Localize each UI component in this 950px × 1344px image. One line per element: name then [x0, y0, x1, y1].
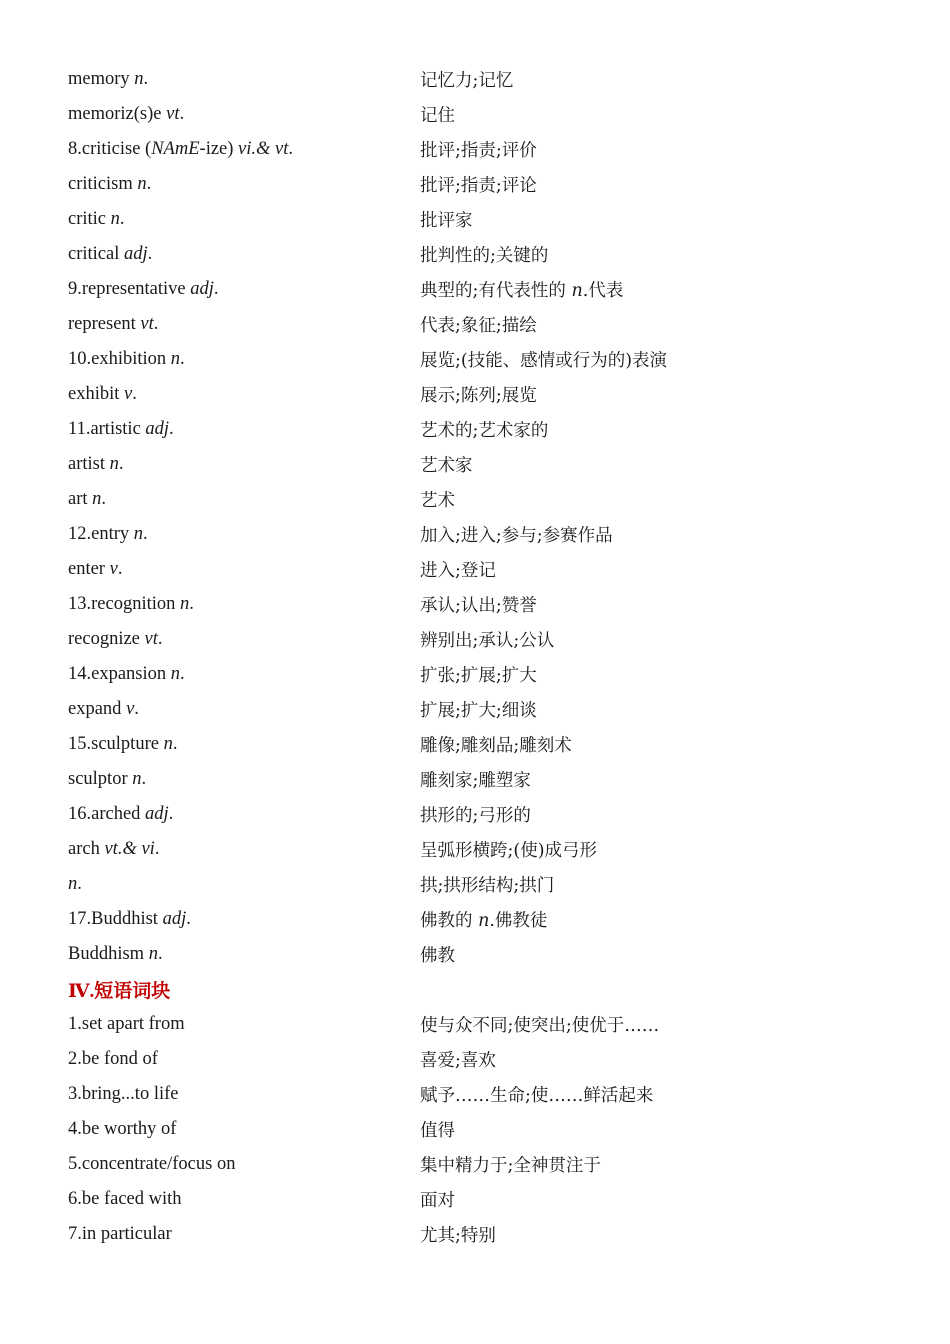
chinese-meaning: [420, 487, 455, 512]
english-term: [68, 174, 420, 195]
text-segment: 艺术: [420, 491, 455, 511]
section-heading-row: [68, 972, 888, 1007]
text-segment: -ize): [199, 139, 239, 159]
chinese-meaning: [420, 697, 537, 722]
chinese-meaning: [420, 207, 473, 232]
english-term: [68, 804, 420, 825]
part-of-speech: n: [132, 769, 142, 789]
vocabulary-row: [68, 412, 888, 447]
text-segment: 10.exhibition: [68, 349, 171, 369]
part-of-speech: adj: [123, 244, 148, 264]
vocabulary-row: [68, 167, 888, 202]
text-segment: 记住: [420, 106, 455, 126]
text-segment: 呈弧形横跨;(使)成弓形: [420, 841, 598, 861]
vocabulary-row: [68, 62, 888, 97]
part-of-speech: adj: [145, 419, 170, 439]
text-segment: 9.representative: [68, 279, 191, 299]
text-segment: .: [117, 559, 123, 579]
text-segment: art: [68, 489, 93, 509]
text-segment: 14.expansion: [68, 664, 171, 684]
text-segment: .: [288, 139, 294, 159]
text-segment: 辨别出;承认;公认: [420, 631, 555, 651]
vocabulary-row: [68, 202, 888, 237]
text-segment: .: [132, 384, 137, 404]
text-segment: 17.Buddhist: [68, 909, 163, 929]
vocabulary-row: [68, 482, 888, 517]
phrase-chinese: 使与众不同;使突出;使优于……: [420, 1016, 660, 1036]
english-term: [68, 244, 420, 265]
text-segment: 扩张;扩展;扩大: [420, 666, 537, 686]
chinese-meaning: [420, 662, 537, 687]
phrase-row: [68, 1147, 888, 1182]
text-segment: 展示;陈列;展览: [420, 386, 537, 406]
chinese-meaning: [420, 312, 537, 337]
text-segment: 批评家: [420, 211, 473, 231]
english-term: [68, 314, 420, 335]
text-segment: .: [141, 769, 147, 789]
part-of-speech: NAmE: [151, 139, 200, 159]
vocabulary-row: [68, 902, 888, 937]
text-segment: .: [143, 524, 148, 544]
text-segment: 承认;认出;赞誉: [420, 596, 537, 616]
part-of-speech: n: [68, 874, 78, 894]
text-segment: recognize: [68, 629, 145, 649]
text-segment: 艺术的;艺术家的: [420, 421, 549, 441]
vocabulary-row: [68, 237, 888, 272]
vocabulary-row: [68, 517, 888, 552]
phrase-chinese: 赋予……生命;使……鲜活起来: [420, 1086, 654, 1106]
part-of-speech: vt: [140, 314, 154, 334]
vocabulary-row: [68, 97, 888, 132]
text-segment: .: [157, 629, 163, 649]
vocabulary-row: [68, 657, 888, 692]
phrase-english: 6.be faced with: [68, 1189, 182, 1209]
text-segment: .: [189, 594, 194, 614]
text-segment: 拱形的;弓形的: [420, 806, 531, 826]
text-segment: .: [168, 804, 174, 824]
phrase-row: [68, 1007, 888, 1042]
text-segment: 拱;拱形结构;拱门: [420, 876, 555, 896]
text-segment: expand: [68, 699, 127, 719]
phrase-list: [68, 1007, 888, 1252]
text-segment: 代表;象征;描绘: [420, 316, 537, 336]
chinese-meaning: [420, 872, 554, 897]
phrase-row: [68, 1182, 888, 1217]
text-segment: .: [172, 734, 178, 754]
chinese-meaning: [420, 452, 473, 477]
phrase-english: 4.be worthy of: [68, 1119, 177, 1139]
phrase-chinese: 面对: [420, 1191, 455, 1211]
chinese-meaning: [420, 102, 455, 127]
part-of-speech: n: [170, 664, 181, 684]
phrase-chinese: 喜爱;喜欢: [420, 1051, 496, 1071]
text-segment: .: [179, 104, 185, 124]
english-term: [68, 664, 420, 685]
english-term: [68, 944, 420, 965]
section-heading: Ⅳ.短语词块: [68, 981, 171, 1002]
part-of-speech: n: [137, 174, 147, 194]
text-segment: 11.artistic: [68, 419, 146, 439]
text-segment: .: [154, 839, 160, 859]
vocabulary-row: [68, 552, 888, 587]
text-segment: 8.criticise (: [68, 139, 152, 159]
part-of-speech: n: [571, 281, 583, 301]
vocabulary-row: [68, 867, 888, 902]
vocabulary-row: [68, 727, 888, 762]
part-of-speech: adj: [190, 279, 214, 299]
text-segment: .: [180, 664, 185, 684]
text-segment: 16.arched: [68, 804, 146, 824]
text-segment: represent: [68, 314, 141, 334]
phrase-chinese: 值得: [420, 1121, 455, 1141]
text-segment: sculptor: [68, 769, 133, 789]
english-term: [68, 699, 420, 720]
text-segment: 批判性的;关键的: [420, 246, 549, 266]
chinese-meaning: [420, 802, 531, 827]
text-segment: 雕像;雕刻品;雕刻术: [420, 736, 572, 756]
text-segment: critical: [68, 244, 124, 264]
vocabulary-list: [68, 62, 888, 972]
part-of-speech: vi.& vt: [238, 139, 289, 159]
phrase-english: 5.concentrate/focus on: [68, 1154, 236, 1174]
text-segment: enter: [68, 559, 110, 579]
part-of-speech: vt: [144, 629, 158, 649]
chinese-meaning: [420, 557, 496, 582]
phrase-english: 1.set apart from: [68, 1014, 185, 1034]
english-term: [68, 419, 420, 440]
phrase-row: [68, 1042, 888, 1077]
english-term: [68, 594, 420, 615]
vocabulary-row: [68, 307, 888, 342]
text-segment: 佛教: [420, 946, 455, 966]
vocabulary-row: [68, 937, 888, 972]
vocabulary-row: [68, 622, 888, 657]
vocabulary-row: [68, 342, 888, 377]
english-term: [68, 909, 420, 930]
text-segment: 13.recognition: [68, 594, 181, 614]
text-segment: 记忆力;记忆: [420, 71, 514, 91]
vocabulary-page: [68, 62, 888, 1252]
text-segment: 雕刻家;雕塑家: [420, 771, 531, 791]
text-segment: 佛教的: [420, 911, 479, 931]
part-of-speech: n: [180, 594, 190, 614]
text-segment: .: [180, 349, 185, 369]
part-of-speech: n: [163, 734, 173, 754]
text-segment: .: [169, 419, 174, 439]
english-term: [68, 139, 420, 160]
phrase-row: [68, 1112, 888, 1147]
text-segment: .: [118, 454, 124, 474]
chinese-meaning: [420, 942, 455, 967]
chinese-meaning: [420, 767, 531, 792]
vocabulary-row: [68, 587, 888, 622]
text-segment: artist: [68, 454, 110, 474]
english-term: [68, 104, 420, 125]
chinese-meaning: [420, 522, 613, 547]
chinese-meaning: [420, 67, 513, 92]
text-segment: critic: [68, 209, 111, 229]
chinese-meaning: [420, 837, 597, 862]
english-term: [68, 489, 420, 510]
english-term: [68, 524, 420, 545]
text-segment: .: [77, 874, 82, 894]
chinese-meaning: [420, 592, 537, 617]
phrase-english: 2.be fond of: [68, 1049, 158, 1069]
vocabulary-row: [68, 762, 888, 797]
english-term: [68, 279, 420, 300]
text-segment: 进入;登记: [420, 561, 496, 581]
part-of-speech: n: [148, 944, 158, 964]
chinese-meaning: [420, 907, 547, 932]
phrase-english: 7.in particular: [68, 1224, 172, 1244]
text-segment: .: [186, 909, 191, 929]
english-term: [68, 874, 420, 895]
text-segment: 15.sculpture: [68, 734, 164, 754]
phrase-chinese: 集中精力于;全神贯注于: [420, 1156, 601, 1176]
vocabulary-row: [68, 377, 888, 412]
chinese-meaning: [420, 347, 667, 372]
vocabulary-row: [68, 132, 888, 167]
text-segment: criticism: [68, 174, 138, 194]
english-term: [68, 769, 420, 790]
phrase-english: 3.bring...to life: [68, 1084, 179, 1104]
text-segment: .代表: [582, 281, 624, 301]
vocabulary-row: [68, 692, 888, 727]
part-of-speech: n: [110, 209, 120, 229]
text-segment: .: [213, 279, 219, 299]
phrase-chinese: 尤其;特别: [420, 1226, 496, 1246]
text-segment: .: [143, 69, 149, 89]
vocabulary-row: [68, 832, 888, 867]
part-of-speech: n: [109, 454, 119, 474]
chinese-meaning: [420, 732, 572, 757]
text-segment: .: [153, 314, 159, 334]
vocabulary-row: [68, 447, 888, 482]
english-term: [68, 209, 420, 230]
text-segment: 艺术家: [420, 456, 473, 476]
text-segment: 加入;进入;参与;参赛作品: [420, 526, 613, 546]
chinese-meaning: [420, 242, 548, 267]
english-term: [68, 454, 420, 475]
phrase-row: [68, 1077, 888, 1112]
text-segment: .: [147, 244, 153, 264]
vocabulary-row: [68, 272, 888, 307]
chinese-meaning: [420, 627, 554, 652]
vocabulary-row: [68, 797, 888, 832]
chinese-meaning: [420, 277, 623, 302]
part-of-speech: v: [124, 384, 133, 404]
part-of-speech: n: [134, 69, 144, 89]
chinese-meaning: [420, 137, 537, 162]
part-of-speech: vt: [166, 104, 180, 124]
part-of-speech: vt.& vi: [104, 839, 155, 859]
part-of-speech: adj: [145, 804, 169, 824]
part-of-speech: v: [126, 699, 135, 719]
text-segment: .佛教徒: [489, 911, 548, 931]
part-of-speech: v: [109, 559, 118, 579]
english-term: [68, 734, 420, 755]
english-term: [68, 384, 420, 405]
text-segment: .: [119, 209, 125, 229]
text-segment: arch: [68, 839, 105, 859]
text-segment: 展览;(技能、感情或行为的)表演: [420, 351, 668, 371]
english-term: [68, 839, 420, 860]
text-segment: 批评;指责;评论: [420, 176, 537, 196]
text-segment: .: [134, 699, 139, 719]
text-segment: 扩展;扩大;细谈: [420, 701, 537, 721]
text-segment: .: [157, 944, 163, 964]
english-term: [68, 69, 420, 90]
text-segment: .: [146, 174, 152, 194]
phrase-row: [68, 1217, 888, 1252]
english-term: [68, 629, 420, 650]
chinese-meaning: [420, 417, 548, 442]
english-term: [68, 559, 420, 580]
chinese-meaning: [420, 172, 537, 197]
text-segment: 典型的;有代表性的: [420, 281, 572, 301]
chinese-meaning: [420, 382, 537, 407]
part-of-speech: n: [92, 489, 102, 509]
text-segment: 批评;指责;评价: [420, 141, 537, 161]
text-segment: .: [101, 489, 107, 509]
text-segment: memory: [68, 69, 135, 89]
part-of-speech: n: [133, 524, 144, 544]
text-segment: exhibit: [68, 384, 125, 404]
part-of-speech: adj: [162, 909, 187, 929]
english-term: [68, 349, 420, 370]
text-segment: memoriz(s)e: [68, 104, 167, 124]
part-of-speech: n: [170, 349, 181, 369]
text-segment: Buddhism: [68, 944, 149, 964]
part-of-speech: n: [478, 911, 490, 931]
text-segment: 12.entry: [68, 524, 134, 544]
